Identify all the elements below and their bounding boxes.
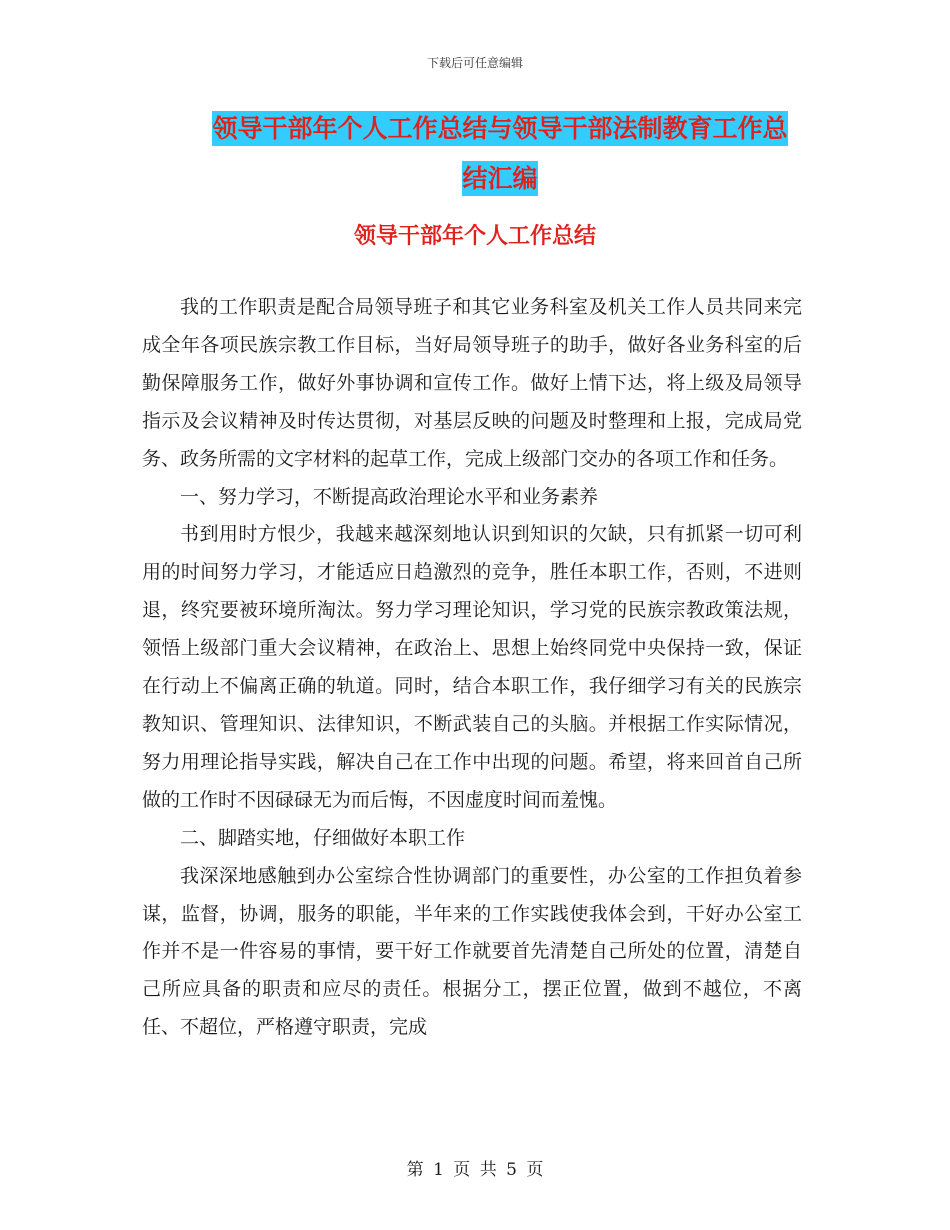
section-title: 领导干部年个人工作总结 xyxy=(353,223,596,249)
document-body xyxy=(142,289,802,1047)
document-title xyxy=(190,104,810,204)
heading-work: 二、脚踏实地，仔细做好本职工作 xyxy=(180,826,466,849)
document-title-line-1: 领导干部年个人工作总结与领导干部法制教育工作总 xyxy=(212,111,787,146)
heading-study: 一、努力学习，不断提高政治理论水平和业务素养 xyxy=(180,485,599,508)
header-note: 下载后可任意编辑 xyxy=(426,56,523,70)
page-number: 第 1 页 共 5 页 xyxy=(406,1160,544,1180)
document-title-line-2: 结汇编 xyxy=(462,161,537,196)
paragraph-intro: 我的工作职责是配合局领导班子和其它业务科室及机关工作人员共同来完成全年各项民族宗教工作目标，当好局领导班子的助手，做好各业务科室的后勤保障服务工作，做好外事协调和宣传工作。做好上情下达，将上级及局领导指示及会议精神及时传达贯彻，对基层反映的问题及时整理和上报，完成局党务、政务所需的文字材料的起草工作，完成上级部门交办的各项工作和任务。 xyxy=(142,296,802,470)
paragraph-study: 书到用时方恨少，我越来越深刻地认识到知识的欠缺，只有抓紧一切可利用的时间努力学习，才能适应日趋激烈的竞争，胜任本职工作，否则，不进则退，终究要被环境所淘汰。努力学习理论知识，学习党的民族宗教政策法规，领悟上级部门重大会议精神，在政治上、思想上始终同党中央保持一致，保证在行动上不偏离正确的轨道。同时，结合本职工作，我仔细学习有关的民族宗教知识、管理知识、法律知识，不断武装自己的头脑。并根据工作实际情况，努力用理论指导实践，解决自己在工作中出现的问题。希望，将来回首自己所做的工作时不因碌碌无为而后悔，不因虚度时间而羞愧。 xyxy=(142,523,802,811)
paragraph-work: 我深深地感触到办公室综合性协调部门的重要性，办公室的工作担负着参谋，监督，协调，服务的职能，半年来的工作实践使我体会到，干好办公室工作并不是一件容易的事情，要干好工作就要首先清楚自己所处的位置，清楚自己所应具备的职责和应尽的责任。根据分工，摆正位置，做到不越位，不离任、不超位，严格遵守职责，完成 xyxy=(142,864,802,1039)
